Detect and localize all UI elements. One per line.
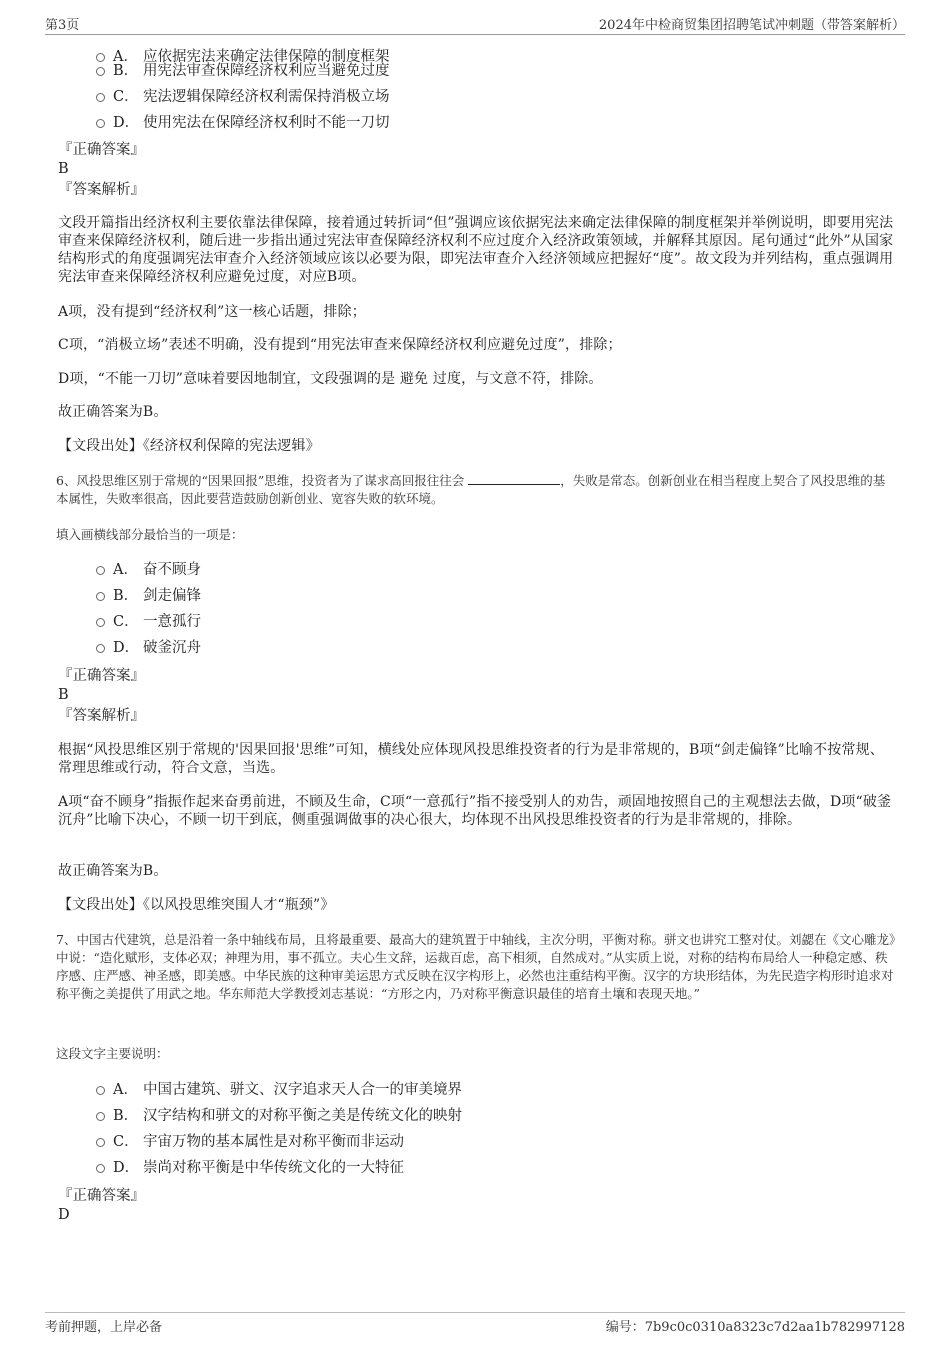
q7-answer-label: 『正确答案』 — [58, 1188, 145, 1204]
q5-analysis-label: 『答案解析』 — [58, 182, 145, 198]
q5-analysis-c: C项，“消极立场”表述不明确，没有提到“用宪法审查来保障经济权利应避免过度”，排除； — [58, 337, 622, 353]
document-title: 2024年中检商贸集团招聘笔试冲刺题（带答案解析） — [598, 18, 905, 33]
q6-option-a[interactable]: A． 奋不顾身 — [96, 561, 201, 579]
page-number: 第3页 — [45, 18, 80, 33]
fill-blank — [468, 472, 560, 485]
q5-option-a[interactable]: A． 应依据宪法来确定法律保障的制度框架 — [96, 48, 390, 66]
q5-option-c[interactable]: C． 宪法逻辑保障经济权利需保持消极立场 — [96, 88, 390, 106]
q6-answer-label: 『正确答案』 — [58, 668, 145, 684]
radio-icon[interactable] — [96, 53, 105, 62]
q7-option-b[interactable]: B． 汉字结构和骈文的对称平衡之美是传统文化的映射 — [96, 1107, 462, 1125]
q6-prompt: 填入画横线部分最恰当的一项是： — [56, 527, 244, 542]
radio-icon[interactable] — [96, 1112, 105, 1121]
radio-icon[interactable] — [96, 67, 105, 76]
q6-stem: 6、风投思维区别于常规的“因果回报”思维，投资者为了谋求高回报往往会 ，失败是常态。创新创业在相当程度上契合了风投思维的基本属性，失败率很高，因此要营造鼓励创新创业、宽容失败的软环境。 — [56, 473, 886, 506]
document-id: 编号：7b9c0c0310a8323c7d2aa1b782997128 — [605, 1320, 905, 1335]
q6-option-c[interactable]: C． 一意孤行 — [96, 613, 201, 631]
q5-conclusion: 故正确答案为B。 — [58, 404, 168, 420]
q6-conclusion: 故正确答案为B。 — [58, 863, 168, 879]
q5-option-b[interactable]: B． 用宪法审查保障经济权利应当避免过度 — [96, 62, 390, 80]
q7-answer: D — [58, 1207, 70, 1223]
radio-icon[interactable] — [96, 566, 105, 575]
q5-answer: B — [58, 161, 69, 177]
radio-icon[interactable] — [96, 119, 105, 128]
q6-analysis-others: A项“奋不顾身”指振作起来奋勇前进，不顾及生命，C项“一意孤行”指不接受别人的劝告，顽固地按照自己的主观想法去做，D项“破釜沉舟”比喻下决心，不顾一切干到底，侧重强调做事的决心很大，均体现不出风投思维投资者的行为是非常规的，排除。 — [58, 794, 892, 828]
radio-icon[interactable] — [96, 1164, 105, 1173]
q6-analysis-label: 『答案解析』 — [58, 708, 145, 724]
page-header — [45, 14, 905, 35]
q6-option-b[interactable]: B． 剑走偏锋 — [96, 587, 201, 605]
q5-source: 【文段出处】《经济权利保障的宪法逻辑》 — [58, 438, 320, 454]
radio-icon[interactable] — [96, 618, 105, 627]
q5-analysis-d: D项，“不能一刀切”意味着要因地制宜，文段强调的是 避免 过度，与文意不符，排除。 — [58, 371, 603, 387]
q5-analysis-main: 文段开篇指出经济权利主要依靠法律保障，接着通过转折词“但”强调应该依据宪法来确定法律保障的制度框架并举例说明，即要用宪法审查来保障经济权利，随后进一步指出通过宪法审查保障经济权利不应过度介入经济政策领域，并解释其原因。尾句通过“此外”从国家结构形式的角度强调宪法审查介入经济领域应该以必要为限，即宪法审查介入经济领域应把握好“度”。故文段为并列结构，重点强调用宪法审查来保障经济权利应避免过度，对应B项。 — [58, 215, 894, 285]
radio-icon[interactable] — [96, 592, 105, 601]
q7-option-c[interactable]: C． 宇宙万物的基本属性是对称平衡而非运动 — [96, 1133, 404, 1151]
q6-option-d[interactable]: D． 破釜沉舟 — [96, 639, 201, 657]
radio-icon[interactable] — [96, 1138, 105, 1147]
page-footer — [45, 1312, 905, 1335]
q7-option-d[interactable]: D． 崇尚对称平衡是中华传统文化的一大特征 — [96, 1159, 404, 1177]
q7-option-a[interactable]: A． 中国古建筑、骈文、汉字追求天人合一的审美境界 — [96, 1081, 462, 1099]
q5-answer-label: 『正确答案』 — [58, 142, 145, 158]
radio-icon[interactable] — [96, 1086, 105, 1095]
radio-icon[interactable] — [96, 644, 105, 653]
q7-prompt: 这段文字主要说明： — [56, 1046, 169, 1061]
q6-analysis-main: 根据“风投思维区别于常规的'因果回报'思维”可知，横线处应体现风投思维投资者的行为是非常规的，B项“剑走偏锋”比喻不按常规、常理思维或行动，符合文意，当选。 — [58, 742, 884, 776]
q6-source: 【文段出处】《以风投思维突围人才“瓶颈”》 — [58, 897, 335, 913]
q5-option-d[interactable]: D． 使用宪法在保障经济权利时不能一刀切 — [96, 114, 390, 132]
q5-analysis-a: A项，没有提到“经济权利”这一核心话题，排除； — [58, 304, 366, 320]
q7-stem: 7、中国古代建筑，总是沿着一条中轴线布局，且将最重要、最高大的建筑置于中轴线，主次分明，平衡对称。骈文也讲究工整对仗。刘勰在《文心雕龙》中说：“造化赋形，支体必双；神理为用，事不孤立。夫心生文辞，运裁百虑，高下相须，自然成对。”从实质上说，对称的结构布局给人一种稳定感、秩序感、庄严感、神圣感，即美感。中华民族的这种审美运思方式反映在汉字构形上，必然也注重结构平衡。汉字的方块形结体，为先民造字构形时追求对称平衡之美提供了用武之地。华东师范大学教授刘志基说：“方形之内，乃对称平衡意识最佳的培育土壤和表现天地。” — [56, 932, 896, 1001]
radio-icon[interactable] — [96, 93, 105, 102]
footer-slogan: 考前押题，上岸必备 — [45, 1320, 163, 1335]
q6-answer: B — [58, 687, 69, 703]
